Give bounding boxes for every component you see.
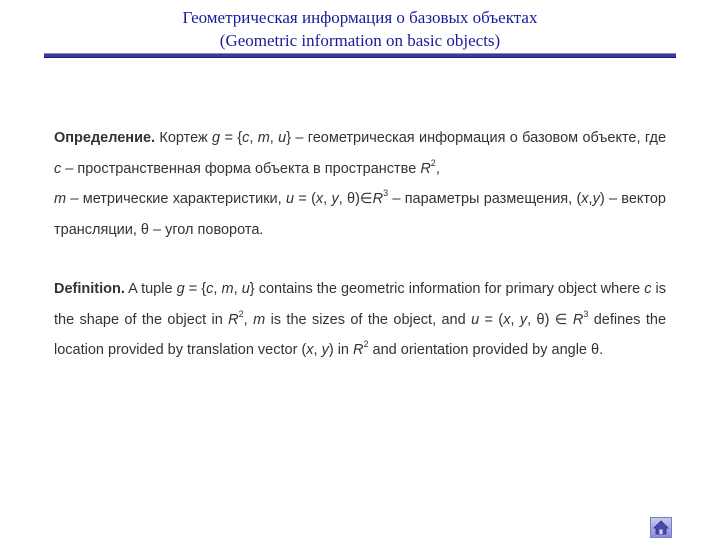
math-var: m [54,191,67,207]
title-en: (Geometric information on basic objects) [219,31,501,50]
text-run: = ( [294,191,316,207]
text-run: = ( [479,311,504,328]
text-run: , θ)∈ [338,191,373,207]
definition-ru-paragraph [54,123,666,245]
text-run: = { [184,281,207,297]
math-var: m [253,311,266,328]
superscript: 3 [583,308,589,319]
text-run: – параметры размещения, ( [388,191,582,207]
math-var: R [420,160,431,177]
text-run: , [313,342,322,358]
text-run: , [249,130,258,146]
text-run: } – геометрическая информация о базовом объекте, где [286,130,667,146]
superscript: 2 [430,157,436,168]
math-var: x [315,191,324,207]
superscript: 2 [238,308,244,319]
text-run: defines the location provided by translation vector ( [54,311,667,358]
text-run: , [510,311,520,328]
math-var: x [581,191,589,207]
text-run: = { [220,130,243,146]
math-var: m [257,130,270,146]
math-var: c [54,160,62,177]
math-var: u [471,311,480,328]
math-var: g [176,281,185,297]
superscript: 2 [363,339,369,349]
math-var: y [331,191,339,207]
text-run: – пространственная форма объекта в пространстве [61,160,421,177]
title-ru: Геометрическая информация о базовых объектах [182,8,538,27]
text-run: , [243,311,254,328]
math-var: R [353,342,364,358]
text-run: , [588,191,593,207]
math-var: u [241,281,250,297]
text-run: ) – вектор трансляции, θ – угол поворота. [54,191,667,238]
text-run: , [213,281,222,297]
text-run: , [435,160,440,177]
definition-label: Definition. [54,281,125,297]
math-var: x [503,311,511,328]
text-run: and orientation provided by angle θ. [368,342,604,358]
text-run: is the sizes of the object, and [265,311,472,328]
math-var: g [212,130,221,146]
math-var: u [278,130,287,146]
math-var: u [285,191,295,207]
math-var: R [228,311,239,328]
title-divider [44,53,676,58]
math-var: x [306,342,314,358]
text-run: } contains the geometric information for primary object where [249,281,645,297]
math-var: y [592,191,600,207]
text-run: is the shape of the object in [54,281,667,328]
text-run: A tuple [124,281,177,297]
math-var: c [206,281,214,297]
text-run: , [323,191,332,207]
definition-label: Определение. [54,130,156,146]
math-var: c [242,130,250,146]
math-var: y [519,311,528,328]
math-var: m [221,281,234,297]
definition-en-paragraph [54,274,666,366]
math-var: R [372,191,384,207]
text-run: , [233,281,242,297]
math-var: c [644,281,652,297]
text-run: ) in [328,342,354,358]
home-icon [651,518,671,537]
slide-title [0,6,720,52]
home-button[interactable] [650,517,672,538]
superscript: 3 [383,188,389,198]
text-run: , [269,130,279,146]
text-run: Кортеж [155,130,213,146]
text-run: – метрические характеристики, [66,191,286,207]
math-var: R [572,311,584,328]
math-var: y [321,342,329,358]
text-run: , θ) ∈ [527,311,573,328]
